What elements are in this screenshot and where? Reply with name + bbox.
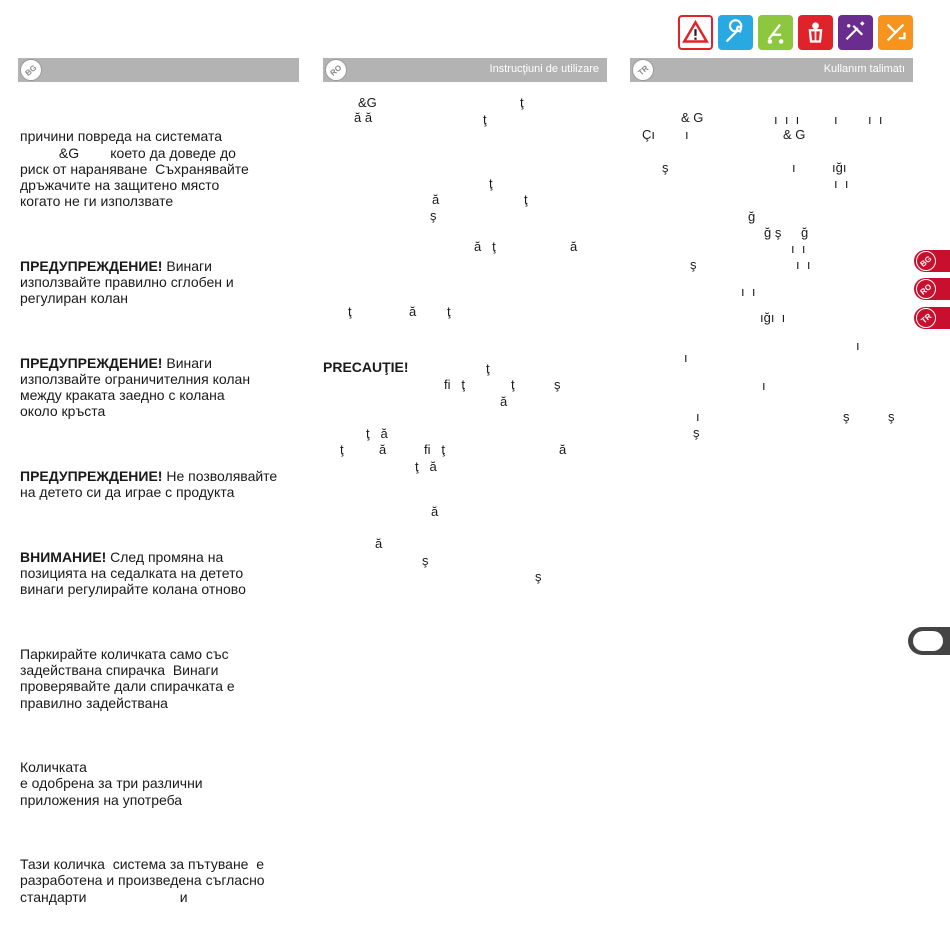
- caution-lead: ВНИМАНИЕ!: [20, 548, 107, 565]
- warning-lead: ПРЕДУПРЕЖДЕНИЕ!: [20, 257, 163, 274]
- tr-fragment: & G: [783, 127, 806, 142]
- ro-fragment: ţ: [486, 361, 490, 376]
- ro-fragment: ţ: [524, 192, 528, 207]
- ro-fragment: fi ţ: [444, 377, 465, 392]
- side-tab-bg[interactable]: [914, 250, 950, 272]
- wrench-icon: [718, 15, 753, 50]
- header-title-tr: Kullanım talimatı: [823, 63, 905, 75]
- tr-fragment: ı ı: [834, 176, 849, 191]
- header-tr: [630, 58, 913, 82]
- tr-fragment: ş: [843, 409, 850, 424]
- tr-fragment: ı ı: [868, 112, 883, 127]
- ro-fragment: ţ: [511, 377, 515, 392]
- bg-paragraph: ПРЕДУПРЕЖДЕНИЕ! Не позволявайте на детето си да играе с продукта: [20, 468, 278, 501]
- tr-fragment: ı: [685, 127, 689, 142]
- ro-fragment: ă: [559, 442, 567, 457]
- ro-fragment: ţ: [489, 176, 493, 191]
- tr-fragment: ğ: [748, 209, 756, 224]
- ro-fragment: ă: [375, 536, 383, 551]
- precaution-heading: PRECAUŢIE!: [323, 359, 409, 375]
- stroller-icon: [758, 15, 793, 50]
- pictogram-bar: [678, 15, 913, 50]
- tr-fragment: ş: [888, 409, 895, 424]
- ro-fragment: fi ţ: [424, 442, 445, 457]
- tr-fragment: ı: [696, 409, 700, 424]
- tr-fragment: ı: [762, 378, 766, 393]
- tr-fragment: ğ: [801, 225, 809, 240]
- header-bg: [18, 58, 299, 82]
- ro-fragment: ă: [431, 504, 439, 519]
- tr-fragment: ş: [693, 425, 700, 440]
- header-ro: [323, 58, 607, 82]
- ro-fragment: &G: [358, 95, 377, 110]
- warning-triangle-icon: [678, 15, 713, 50]
- language-badge-tr: TR: [632, 59, 654, 81]
- side-tab-badge: BG: [916, 251, 936, 271]
- child-seat-icon: [798, 15, 833, 50]
- tr-fragment: ı ı ı: [774, 112, 800, 127]
- bg-paragraph: Паркирайте количката само със задействана спирачка Винаги проверявайте дали спирачката е правилно задействана: [20, 645, 235, 711]
- tr-fragment: ı ı: [741, 284, 756, 299]
- play-icon: [838, 15, 873, 50]
- tr-fragment: ı: [834, 112, 838, 127]
- side-tab-badge: RO: [916, 279, 936, 299]
- fold-icon: [878, 15, 913, 50]
- tr-fragment: ığı: [832, 160, 847, 175]
- tr-fragment: ı: [684, 350, 688, 365]
- ro-fragment: ş: [554, 377, 561, 392]
- ro-fragment: ţ ă: [415, 459, 437, 474]
- ro-fragment: ă: [570, 239, 578, 254]
- side-tab-ro[interactable]: [914, 278, 950, 300]
- bg-paragraph: ВНИМАНИЕ! След промяна на позицията на седалката на детето винаги регулирайте колана отново: [20, 548, 246, 598]
- ro-fragment: ţ: [447, 304, 451, 319]
- tr-fragment: ı: [792, 160, 796, 175]
- ro-fragment: ţ: [483, 112, 487, 127]
- ro-fragment: ă: [500, 394, 508, 409]
- side-tab-badge: TR: [916, 308, 936, 328]
- tr-fragment: Çı: [642, 127, 655, 142]
- header-title-ro: Instrucţiuni de utilizare: [489, 63, 599, 75]
- ro-fragment: ţ: [348, 304, 352, 319]
- ro-fragment: ş: [422, 553, 429, 568]
- language-badge-bg: BG: [20, 59, 42, 81]
- ro-fragment: ş: [535, 569, 542, 584]
- ro-fragment: ţ ă: [366, 426, 388, 441]
- warning-lead: ПРЕДУПРЕЖДЕНИЕ!: [20, 468, 163, 485]
- page-number-pill: [913, 631, 943, 651]
- tr-fragment: ığı ı: [760, 310, 786, 325]
- bg-paragraph: Количката е одобрена за три различни приложения на употреба: [20, 759, 203, 808]
- bg-paragraph: ПРЕДУПРЕЖДЕНИЕ! Винаги използвайте правилно сглобен и регулиран колан: [20, 257, 234, 307]
- bg-paragraph: ПРЕДУПРЕЖДЕНИЕ! Винаги използвайте ограничителния колан между краката заедно с колана около кръста: [20, 354, 251, 420]
- tr-fragment: & G: [681, 110, 704, 125]
- tr-fragment: ş: [662, 160, 669, 175]
- tr-fragment: ğ ş: [764, 225, 782, 240]
- side-tab-tr[interactable]: [914, 307, 950, 329]
- bg-column: [20, 96, 305, 937]
- bg-paragraph: причини повреда на системата &G което да доведе до риск от нараняване Съхранявайте дръжачите на защитено място когато не ги използвате: [20, 128, 249, 210]
- ro-fragment: ă: [432, 192, 440, 207]
- ro-fragment: ş: [430, 208, 437, 223]
- page-number-tab: [908, 627, 950, 655]
- language-badge-ro: RO: [325, 59, 347, 81]
- bg-paragraph: Тази количка система за пътуване е разработена и произведена съгласно стандарти и: [20, 856, 265, 905]
- tr-fragment: ı ı: [791, 241, 806, 256]
- ro-fragment: ţ: [340, 442, 344, 457]
- ro-fragment: ă ţ: [474, 239, 496, 254]
- tr-fragment: ş: [690, 257, 697, 272]
- ro-fragment: ă: [379, 442, 387, 457]
- ro-fragment: ă: [409, 304, 417, 319]
- warning-lead: ПРЕДУПРЕЖДЕНИЕ!: [20, 354, 163, 371]
- ro-fragment: ţ: [520, 95, 524, 110]
- tr-fragment: ı: [856, 338, 860, 353]
- tr-fragment: ı ı: [796, 257, 811, 272]
- ro-fragment: ă ă: [354, 110, 373, 125]
